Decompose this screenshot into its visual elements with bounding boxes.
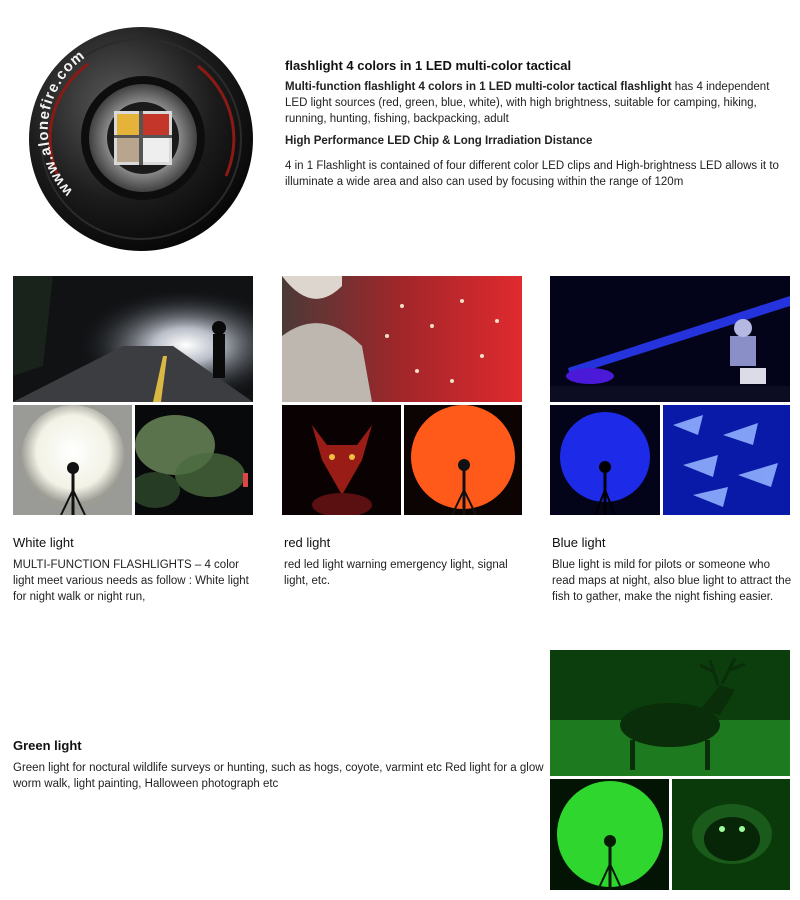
- white-night-road-photo: [13, 276, 253, 402]
- blue-fishing-photo: [550, 276, 790, 402]
- white-light-title: White light: [13, 535, 74, 550]
- green-boar-photo: [672, 779, 790, 890]
- blue-fish-photo: [663, 405, 790, 515]
- product-intro-rest: has 4 independent LED light sources (red, green, blue, white), with high brightness, suitable for camping, hiking, running, hunting, fishing, backpacking, adult: [285, 81, 770, 125]
- product-subheading: High Performance LED Chip & Long Irradiation Distance: [285, 135, 593, 147]
- product-description: 4 in 1 Flashlight is contained of four different color LED clips and High-brightness LED allows it to illuminate a wide area and also can used by focusing within the range of 120m: [285, 160, 779, 188]
- white-light-text: MULTI-FUNCTION FLASHLIGHTS – 4 color light meet various needs as follow : White light for night walk or night run,: [13, 559, 249, 603]
- green-light-text: Green light for noctural wildlife surveys or hunting, such as hogs, coyote, varmint etc Red light for a glow worm walk, light painting, Halloween photograph etc: [13, 762, 544, 790]
- product-header: [285, 58, 790, 190]
- product-intro-bold: Multi-function flashlight 4 colors in 1 LED multi-color tactical flashlight: [285, 81, 672, 93]
- red-fox-photo: [282, 405, 401, 515]
- product-title: flashlight 4 colors in 1 LED multi-color tactical: [285, 58, 572, 73]
- red-moths-photo: [282, 276, 522, 402]
- blue-beam-target-photo: [550, 405, 660, 515]
- product-intro: [285, 79, 790, 127]
- blue-light-text: Blue light is mild for pilots or someone who read maps at night, also blue light to attract the fish to gather, make the night fishing easier.: [552, 559, 792, 603]
- red-light-text: red led light warning emergency light, signal light, etc.: [284, 559, 508, 587]
- lens-brand-text: www.alonefire.com: [34, 46, 89, 200]
- white-beam-target-photo: [13, 405, 132, 515]
- green-deer-photo: [550, 650, 790, 776]
- blue-light-title: Blue light: [552, 535, 606, 550]
- red-light-title: red light: [284, 535, 331, 550]
- green-beam-target-photo: [550, 779, 669, 890]
- flashlight-lens-photo: [28, 26, 254, 252]
- white-forest-photo: [135, 405, 253, 515]
- green-light-title: Green light: [13, 738, 82, 753]
- red-beam-target-photo: [404, 405, 522, 515]
